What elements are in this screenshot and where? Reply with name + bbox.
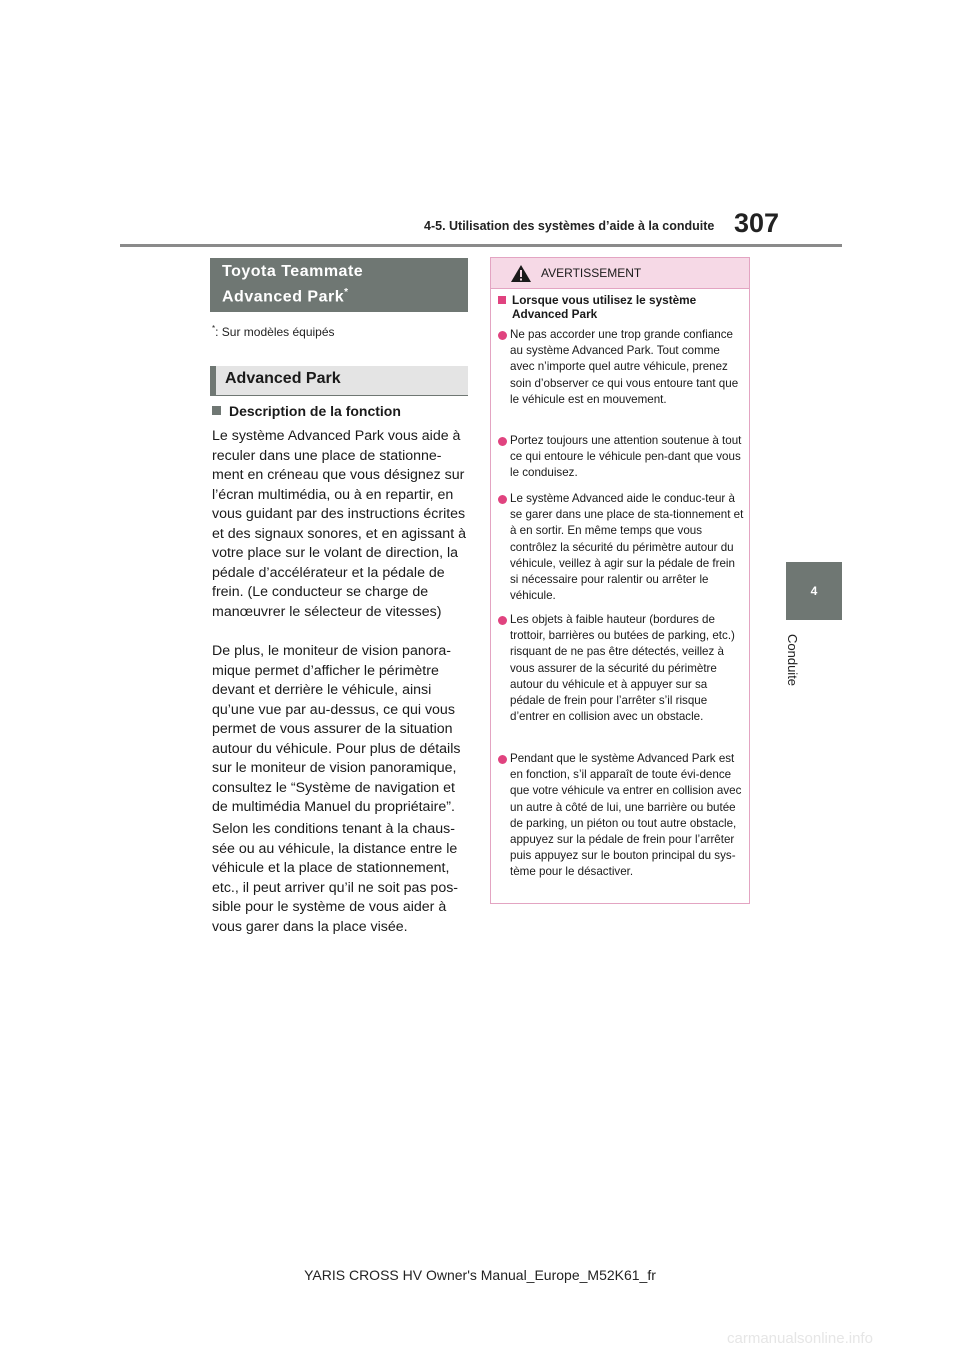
footnote-text: : Sur modèles équipés — [215, 325, 335, 339]
description-heading-text: Description de la fonction — [229, 403, 401, 419]
page-footer: YARIS CROSS HV Owner's Manual_Europe_M52K61_fr — [304, 1267, 656, 1283]
footnote — [212, 324, 335, 339]
chapter-label: Conduite — [785, 634, 800, 687]
warning-item — [498, 751, 744, 881]
subheading-box — [210, 366, 468, 396]
warning-subheading — [498, 293, 749, 321]
warning-item-text: Ne pas accorder une trop grande confiance au système Advanced Park. Tout comme avec n’importe quel autre véhicule, prenez soin d’observer ce qui vous entoure tant que le véhicule est en mouvement. — [510, 328, 739, 406]
bullet-dot-icon — [498, 331, 507, 340]
watermark: carmanualsonline.info — [727, 1330, 873, 1347]
title-line-1: Toyota Teammate — [222, 263, 364, 280]
paragraph-3: Selon les conditions tenant à la chaus-sée ou au véhicule, la distance entre le véhicule et la place de stationnement, etc., il peut arriver qu’il ne soit pas pos-sible pour le système de vous aider à vous garer dans la place visée. — [212, 821, 459, 935]
bullet-dot-icon — [498, 616, 507, 625]
warning-item — [498, 327, 744, 408]
title-text: Advanced Park — [222, 288, 345, 306]
chapter-tab[interactable] — [786, 562, 842, 620]
bullet-dot-icon — [498, 755, 507, 764]
warning-item — [498, 491, 744, 604]
header-rule — [120, 244, 842, 247]
warning-triangle-icon — [510, 264, 532, 283]
warning-item-text: Les objets à faible hauteur (bordures de trottoir, barrières ou butées de parking, etc.) risquant de ne pas être détectés, veillez à vous assurer de la sécurité du périmètre autour du véhicule et à appuyer sur sa pédale de frein pour l’arrêter s’il risque d’entrer en collision avec un obstacle. — [510, 613, 735, 724]
warning-item — [498, 433, 744, 482]
chapter-label-container — [778, 634, 808, 694]
title-box — [210, 258, 468, 312]
bullet-dot-icon — [498, 495, 507, 504]
warning-item — [498, 612, 744, 725]
chapter-number: 4 — [810, 584, 818, 598]
warning-box — [490, 257, 750, 904]
warning-item-text: Le système Advanced aide le conduc-teur à se garer dans une place de sta-tionnement et à en sortir. En même temps que vous contrôlez la sécurité du périmètre autour du véhicule, veillez à agir sur la pédale de frein si nécessaire pour ralentir ou arrêter le véhicule. — [510, 492, 744, 603]
paragraph-1: Le système Advanced Park vous aide à reculer dans une place de stationne-ment en créneau que vous désignez sur l’écran multimédia, ou à en repartir, en vous guidant par des instructions écrites et des signaux sonores, et en agissant à votre place sur le volant de direction, la pédale d’accélérateur et la pédale de frein. (Le conducteur se charge de manœuvrer le sélecteur de vitesses) — [212, 428, 466, 620]
warning-item-text: Portez toujours une attention soutenue à tout ce qui entoure le véhicule pen-dant que vous le conduisez. — [510, 434, 742, 480]
bullet-dot-icon — [498, 437, 507, 446]
paragraph-2: De plus, le moniteur de vision panora-mique permet d’afficher le périmètre devant et derrière le véhicule, ainsi qu’une vue par au-dessus, ce qui vous permet de vous assurer de la situation autour du véhicule. Pour plus de détails sur le moniteur de vision panoramique, consultez le “Système de navigation et de multimédia Manuel du propriétaire”. — [212, 643, 461, 815]
page-number: 307 — [734, 208, 780, 238]
square-bullet-icon — [212, 406, 221, 415]
title-footnote-mark: * — [344, 287, 349, 298]
warning-title: AVERTISSEMENT — [541, 266, 642, 280]
subheading: Advanced Park — [225, 370, 341, 387]
section-title: 4-5. Utilisation des systèmes d’aide à la conduite — [424, 219, 715, 233]
description-heading — [212, 403, 401, 419]
title-line-2 — [222, 287, 349, 306]
square-bullet-icon — [498, 296, 506, 304]
footnote-mark: * — [212, 324, 216, 333]
warning-subheading-text: Lorsque vous utilisez le système Advanced Park — [512, 293, 697, 321]
warning-item-text: Pendant que le système Advanced Park est en fonction, s’il apparaît de toute évi-dence que votre véhicule va entrer en collision avec un autre à côté de lui, une barrière ou butée de parking, un piéton ou tout autre obstacle, appuyez sur la pédale de frein pour l’arrêter puis appuyez sur le bouton principal du sys-tème pour le désactiver. — [510, 752, 742, 879]
warning-header — [491, 258, 749, 289]
